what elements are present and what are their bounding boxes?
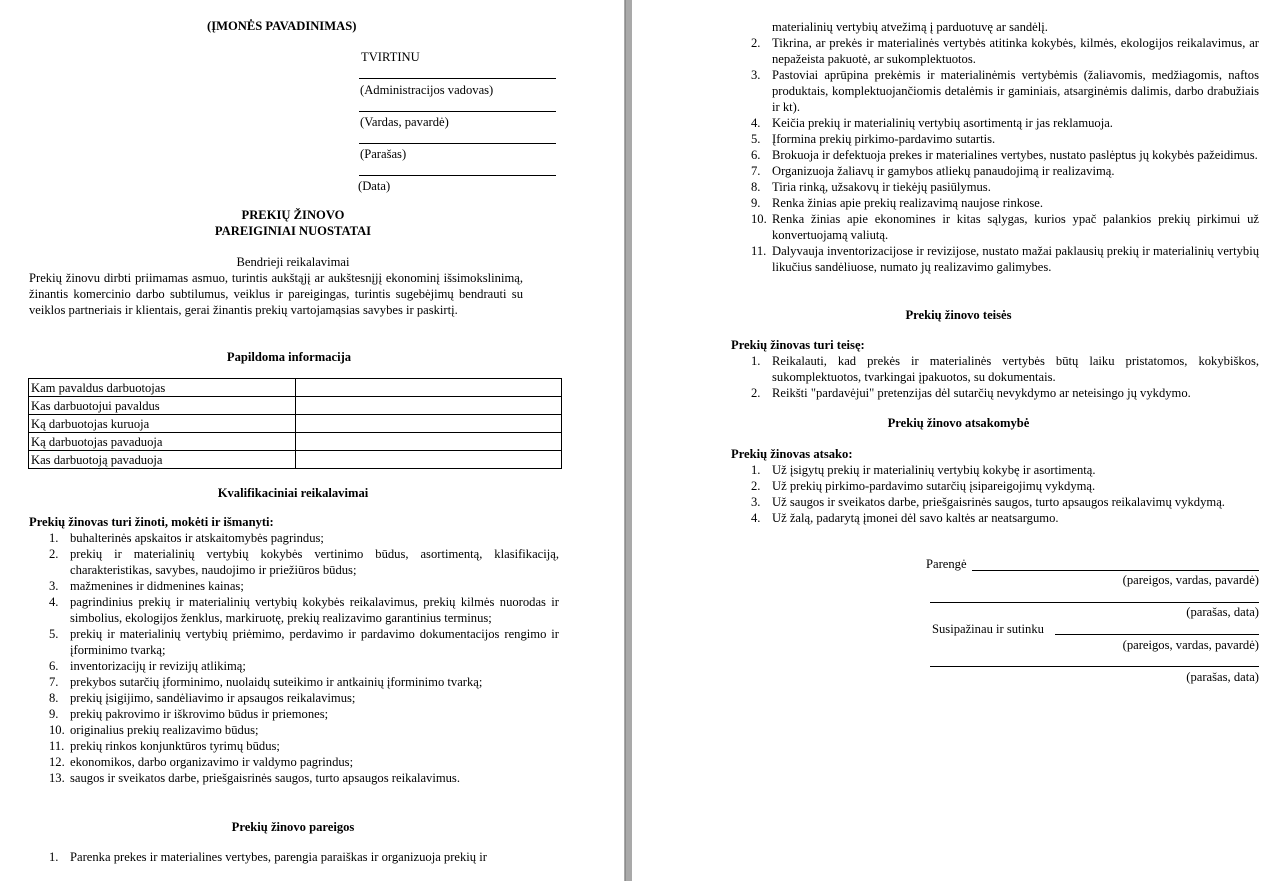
list-item-number: 1. (49, 531, 59, 545)
list-item-text: pagrindinius prekių ir materialinių vertybių kokybės reikalavimus, prekių kilmės nuorodas ir simbolius, ekologijos ženklus, markiruotę, prekių realizavimo garantinius terminus; (70, 595, 559, 625)
list-item (29, 849, 559, 865)
approval-tvirtinu: TVIRTINU (361, 50, 420, 64)
table-cell-value (296, 451, 562, 469)
list-item-number: 2. (751, 36, 761, 50)
document-page-right (632, 0, 1284, 881)
list-item-number: 4. (49, 595, 59, 609)
duty-1-continued: materialinių vertybių atvežimą į parduotuvę ar sandėlį. (772, 20, 1048, 34)
table-cell-value (296, 397, 562, 415)
list-item-number: 1. (49, 850, 59, 864)
rights-list (731, 353, 1259, 401)
additional-info-heading: Papildoma informacija (226, 350, 352, 364)
company-name: (ĮMONĖS PAVADINIMAS) (207, 19, 357, 33)
list-item-number: 3. (49, 579, 59, 593)
list-item-text: Už saugos ir sveikatos darbe, priešgaisrinės saugos, turto apsaugos reikalavimų vykdymą. (772, 495, 1225, 509)
list-item-text: prekių pakrovimo ir iškrovimo būdus ir priemones; (70, 707, 329, 721)
list-item (29, 770, 559, 786)
approval-date: (Data) (358, 179, 391, 193)
table-row (29, 415, 562, 433)
responsibility-list (731, 462, 1259, 526)
list-item-text: prekybos sutarčių įforminimo, nuolaidų suteikimo ir antkainių įforminimo tvarką; (70, 675, 483, 689)
list-item-number: 9. (751, 196, 761, 210)
list-item-text: Už žalą, padarytą įmonei dėl savo kaltės ar neatsargumo. (772, 511, 1059, 525)
list-item-text: Reikalauti, kad prekės ir materialinės vertybės būtų laiku pristatomos, kokybiškos, sukomplektuotos, tvarkingai įpakuotos, su dokumentais. (772, 354, 1259, 384)
list-item (29, 626, 559, 658)
doc-title-line2: PAREIGINIAI NUOSTATAI (214, 224, 372, 238)
list-item-number: 2. (751, 479, 761, 493)
list-item-number: 5. (751, 132, 761, 146)
approval-line (359, 111, 556, 112)
list-item-text: Reikšti "pardavėjui" pretenzijas dėl sutarčių nevykdymo ar neteisingo jų vykdymo. (772, 386, 1191, 400)
list-item (731, 163, 1259, 179)
list-item-number: 2. (49, 547, 59, 561)
list-item-number: 8. (49, 691, 59, 705)
table-row (29, 451, 562, 469)
prepared-date-line (930, 602, 1259, 603)
list-item-number: 9. (49, 707, 59, 721)
table-cell-label: Kas darbuotojui pavaldus (29, 397, 296, 415)
list-item (731, 67, 1259, 115)
list-item-number: 2. (751, 386, 761, 400)
list-item-text: Parenka prekes ir materialines vertybes, parengia paraiškas ir organizuoja prekių ir (70, 850, 487, 864)
list-item (29, 578, 559, 594)
signature-date-label-2: (parašas, data) (1186, 670, 1259, 684)
list-item-number: 11. (751, 244, 767, 258)
approval-signature: (Parašas) (360, 147, 407, 161)
list-item (29, 674, 559, 690)
list-item-text: saugos ir sveikatos darbe, priešgaisrinės saugos, turto apsaugos reikalavimus. (70, 771, 460, 785)
duties-list-start (29, 849, 559, 865)
list-item (731, 510, 1259, 526)
list-item-number: 10. (751, 212, 767, 226)
list-item-number: 13. (49, 771, 65, 785)
table-row (29, 379, 562, 397)
list-item-number: 6. (751, 148, 761, 162)
list-item-text: prekių įsigijimo, sandėliavimo ir apsaugos reikalavimus; (70, 691, 356, 705)
list-item (29, 658, 559, 674)
list-item (29, 546, 559, 578)
page-separator (624, 0, 632, 881)
acknowledged-signature-line (1055, 634, 1259, 635)
list-item (731, 462, 1259, 478)
doc-title-line1: PREKIŲ ŽINOVO (241, 208, 345, 222)
list-item-text: Tikrina, ar prekės ir materialinės vertybės atitinka kokybės, kilmės, ekologijos reikalavimus, ar nepažeista pakuotė, ar sukomplektuotos. (772, 36, 1259, 66)
table-cell-label: Ką darbuotojas pavaduoja (29, 433, 296, 451)
table-cell-label: Kas darbuotoją pavaduoja (29, 451, 296, 469)
table-cell-value (296, 433, 562, 451)
list-item (731, 353, 1259, 385)
rights-heading: Prekių žinovo teisės (905, 308, 1012, 322)
list-item-text: inventorizacijų ir revizijų atlikimą; (70, 659, 246, 673)
additional-info-table (28, 378, 562, 469)
list-item-number: 1. (751, 354, 761, 368)
duties-heading: Prekių žinovo pareigos (231, 820, 355, 834)
list-item (731, 115, 1259, 131)
position-name-surname-label-2: (pareigos, vardas, pavardė) (1122, 638, 1259, 652)
list-item-number: 7. (751, 164, 761, 178)
list-item-text: Pastoviai aprūpina prekėmis ir materialinėmis vertybėmis (žaliavomis, medžiagomis, naftos produktais, komplektuojančiomis detalėmis ir gaminiais, atsarginėmis dalimis, darbo drabužiais ir kt). (772, 68, 1259, 114)
list-item-text: Renka žinias apie prekių realizavimą naujose rinkose. (772, 196, 1044, 210)
approval-name-surname: (Vardas, pavardė) (360, 115, 449, 129)
list-item-text: prekių rinkos konjunktūros tyrimų būdus; (70, 739, 280, 753)
list-item-text: Keičia prekių ir materialinių vertybių asortimentą ir jas reklamuoja. (772, 116, 1113, 130)
list-item (731, 478, 1259, 494)
list-item-text: Dalyvauja inventorizacijose ir revizijose, nustato mažai paklausių prekių ir materialinių vertybių likučius sandėliuose, numato jų realizavimo galimybes. (772, 244, 1259, 274)
list-item (731, 35, 1259, 67)
signature-date-label: (parašas, data) (1186, 605, 1259, 619)
knowledge-intro: Prekių žinovas turi žinoti, mokėti ir išmanyti: (29, 515, 274, 529)
prepared-signature-line (972, 570, 1259, 571)
table-row (29, 433, 562, 451)
document-page-left (0, 0, 624, 881)
acknowledged-date-line (930, 666, 1259, 667)
list-item-text: prekių ir materialinių vertybių kokybės vertinimo būdus, asortimentą, klasifikaciją, charakteristikas, savybes, naudojimo ir priežiūros būdus; (70, 547, 559, 577)
list-item-text: prekių ir materialinių vertybių priėmimo, perdavimo ir pardavimo dokumentacijos rengimo ir įforminimo tvarką; (70, 627, 559, 657)
list-item (731, 131, 1259, 147)
list-item (29, 530, 559, 546)
list-item (731, 385, 1259, 401)
list-item-number: 4. (751, 511, 761, 525)
list-item-text: ekonomikos, darbo organizavimo ir valdymo pagrindus; (70, 755, 354, 769)
list-item (29, 706, 559, 722)
list-item (731, 195, 1259, 211)
knowledge-list (29, 530, 559, 786)
table-cell-label: Kam pavaldus darbuotojas (29, 379, 296, 397)
list-item-text: originalius prekių realizavimo būdus; (70, 723, 259, 737)
table-cell-label: Ką darbuotojas kuruoja (29, 415, 296, 433)
list-item-number: 8. (751, 180, 761, 194)
responsibility-intro: Prekių žinovas atsako: (731, 447, 853, 461)
approval-line (359, 78, 556, 79)
list-item-number: 11. (49, 739, 65, 753)
list-item-text: Už įsigytų prekių ir materialinių vertybių kokybę ir asortimentą. (772, 463, 1096, 477)
list-item (29, 754, 559, 770)
responsibility-heading: Prekių žinovo atsakomybė (887, 416, 1030, 430)
general-requirements-heading: Bendrieji reikalavimai (236, 255, 350, 269)
list-item-number: 10. (49, 723, 65, 737)
list-item (731, 147, 1259, 163)
position-name-surname-label: (pareigos, vardas, pavardė) (1122, 573, 1259, 587)
approval-line (359, 175, 556, 176)
list-item (29, 594, 559, 626)
list-item-number: 1. (751, 463, 761, 477)
acknowledged-label: Susipažinau ir sutinku (932, 622, 1044, 636)
list-item-text: Renka žinias apie ekonomines ir kitas sąlygas, kurios ypač palankios prekių pirkimui už konvertuojamą valiutą. (772, 212, 1259, 242)
list-item-text: Tiria rinką, užsakovų ir tiekėjų pasiūlymus. (772, 180, 991, 194)
table-cell-value (296, 379, 562, 397)
list-item (29, 738, 559, 754)
list-item-text: Brokuoja ir defektuoja prekes ir materialines vertybes, nustato paslėptus jų kokybės pažeidimus. (772, 148, 1258, 162)
prepared-label: Parengė (926, 557, 967, 571)
list-item-text: Organizuoja žaliavų ir gamybos atliekų panaudojimą ir realizavimą. (772, 164, 1115, 178)
list-item-text: buhalterinės apskaitos ir atskaitomybės pagrindus; (70, 531, 324, 545)
list-item-number: 3. (751, 495, 761, 509)
list-item (731, 243, 1259, 275)
list-item (731, 179, 1259, 195)
list-item (731, 494, 1259, 510)
list-item-number: 7. (49, 675, 59, 689)
rights-intro: Prekių žinovas turi teisę: (731, 338, 865, 352)
list-item-number: 12. (49, 755, 65, 769)
list-item-number: 6. (49, 659, 59, 673)
list-item (731, 211, 1259, 243)
table-row (29, 397, 562, 415)
list-item (29, 690, 559, 706)
list-item-text: Įformina prekių pirkimo-pardavimo sutartis. (772, 132, 996, 146)
list-item-text: Už prekių pirkimo-pardavimo sutarčių įsipareigojimų vykdymą. (772, 479, 1096, 493)
list-item-number: 5. (49, 627, 59, 641)
duties-list (731, 35, 1259, 275)
approval-admin-head: (Administracijos vadovas) (360, 83, 494, 97)
general-requirements-text: Prekių žinovu dirbti priimamas asmuo, turintis aukštąjį ar aukštesnįjį ekonominį išsimokslinimą, žinantis komercinio darbo subtilumus, veiklus ir pareigingas, turintis sugebėjimų bendrauti su veiklos partneriais ir klientais, gerai žinantis prekių vartojamąsias savybes ir paskirtį. (29, 271, 523, 317)
table-cell-value (296, 415, 562, 433)
list-item-number: 3. (751, 68, 761, 82)
list-item-text: mažmenines ir didmenines kainas; (70, 579, 244, 593)
approval-line (359, 143, 556, 144)
list-item (29, 722, 559, 738)
qualification-heading: Kvalifikaciniai reikalavimai (217, 486, 369, 500)
list-item-number: 4. (751, 116, 761, 130)
